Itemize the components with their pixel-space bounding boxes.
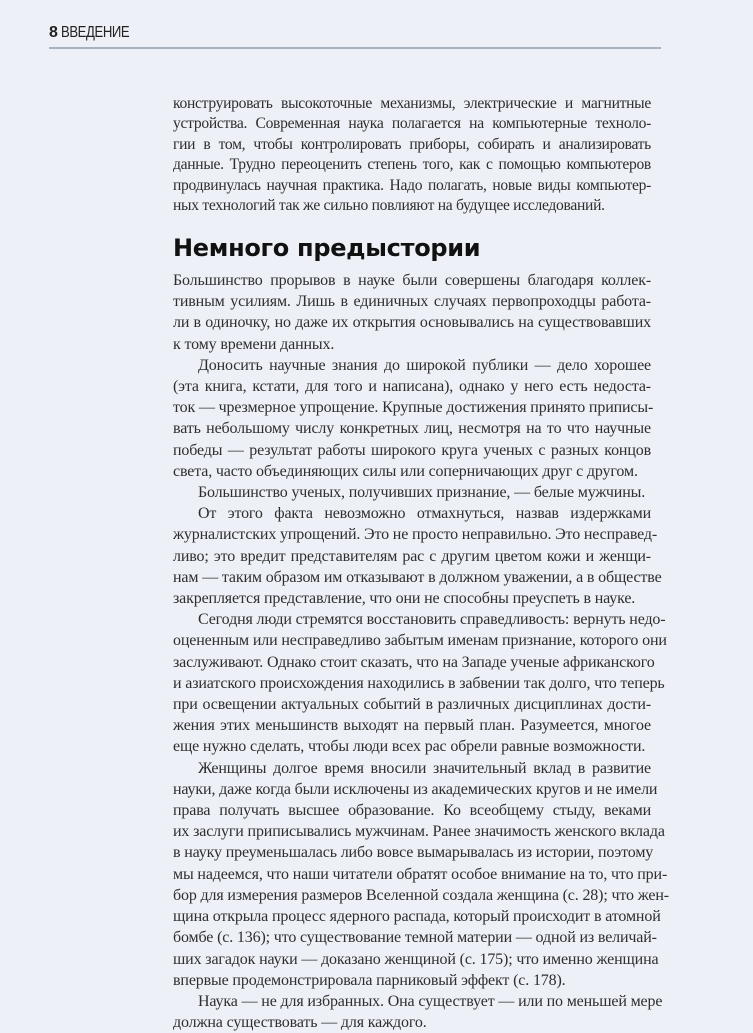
text-line: вать небольшому числу конкретных лиц, несмотря на то что научные xyxy=(173,420,651,438)
text-line: Сегодня люди стремятся восстановить справедливость: вернуть недо- xyxy=(198,611,666,629)
text-line: тивным усилиям. Лишь в единичных случаях первопроходцы работа- xyxy=(173,293,651,311)
text-line: ли в одиночку, но даже их открытия основывались на существовавших xyxy=(173,314,651,332)
text-line: заслуживают. Однако стоит сказать, что на Западе ученые африканского xyxy=(173,653,655,671)
text-line: ных технологий так же сильно повлияют на будущее исследований. xyxy=(173,197,605,215)
text-line: в науку преуменьшалась либо вовсе вымарывалась из истории, поэтому xyxy=(173,844,654,862)
text-line: данные. Трудно переоценить степень того, как с помощью компьютеров xyxy=(173,156,651,174)
text-line: ших загадок науки — доказано женщиной (с. 175); что именно женщина xyxy=(173,950,659,968)
page-number: 8 xyxy=(49,24,58,41)
text-line: света, часто объединяющих силы или соперничающих друг с другом. xyxy=(173,462,638,480)
text-line: Женщины долгое время вносили значительный вклад в развитие xyxy=(198,759,651,777)
text-line: ливо; это вредит представителям рас с другим цветом кожи и женщи- xyxy=(173,547,651,565)
paragraph xyxy=(173,991,663,1033)
text-line: оцененным или несправедливо забытым именам признание, которого они xyxy=(173,632,667,650)
paragraph xyxy=(173,482,651,503)
text-line: бор для измерения размеров Вселенной создала женщина (с. 28); что жен- xyxy=(173,886,669,904)
text-line: ток — чрезмерное упрощение. Крупные достижения принято приписы- xyxy=(173,399,654,417)
text-line: (эта книга, кстати, для того и написана), однако у него есть недоста- xyxy=(173,378,651,396)
paragraph xyxy=(173,355,654,482)
text-line: гии в том, чтобы контролировать приборы, собирать и анализировать xyxy=(173,135,651,153)
text-line: журналистских упрощений. Это не просто неправильно. Это несправед- xyxy=(173,526,658,544)
text-line: жения этих меньшинств выходят на первый план. Разумеется, многое xyxy=(173,717,651,735)
section-body xyxy=(173,270,669,1033)
text-line: устройства. Современная наука полагается на компьютерные техноло- xyxy=(173,115,651,133)
text-line: бомбе (с. 136); что существование темной материи — одной из величай- xyxy=(173,929,657,947)
text-line: От этого факта невозможно отмахнуться, назвав издержками xyxy=(198,505,651,523)
paragraph xyxy=(173,758,669,991)
text-line: и азиатского происхождения находились в забвении так долго, что теперь xyxy=(173,674,665,692)
text-line: впервые продемонстрировала парниковый эффект (с. 178). xyxy=(173,971,566,989)
paragraph xyxy=(173,609,667,757)
text-line: продвинулась научная практика. Надо полагать, новые виды компьютер- xyxy=(173,176,651,194)
text-line: еще нужно сделать, чтобы люди всех рас обрели равные возможности. xyxy=(173,738,646,756)
text-line: их заслуги приписывались мужчинам. Ранее значимость женского вклада xyxy=(173,823,665,841)
chapter-title: ВВЕДЕНИЕ xyxy=(61,24,130,41)
text-line: конструировать высокоточные механизмы, электрические и магнитные xyxy=(173,95,651,112)
text-line: права получать высшее образование. Ко всеобщему стыду, веками xyxy=(173,802,651,820)
text-line: должна существовать — для каждого. xyxy=(173,1014,427,1032)
running-header xyxy=(49,24,145,42)
text-line: науки, даже когда были исключены из академических кругов и не имели xyxy=(173,780,658,798)
text-line: закрепляется представление, что они не способны преуспеть в науке. xyxy=(173,590,636,608)
intro-paragraph xyxy=(173,94,651,216)
section-heading: Немного предыстории xyxy=(173,234,481,262)
text-line: к тому времени данных. xyxy=(173,335,335,353)
paragraph xyxy=(173,503,662,609)
text-line: Большинство прорывов в науке были совершены благодаря коллек- xyxy=(173,272,651,289)
text-line: мы надеемся, что наши читатели обратят особое внимание на то, что при- xyxy=(173,865,668,883)
text-line: нам — таким образом им отказывают в должном уважении, а в обществе xyxy=(173,568,662,586)
text-line: победы — результат работы широкого круга ученых с разных концов xyxy=(173,441,651,459)
text-line: Большинство ученых, получивших признание, — белые мужчины. xyxy=(198,484,646,502)
text-line: Наука — не для избранных. Она существует — или по меньшей мере xyxy=(198,992,663,1010)
text-line: при освещении актуальных событий в различных дисциплинах дости- xyxy=(173,696,651,714)
header-rule xyxy=(49,47,661,49)
paragraph xyxy=(173,270,651,355)
text-line: Доносить научные знания до широкой публики — дело хорошее xyxy=(198,356,651,374)
text-line: щина открыла процесс ядерного распада, который происходит в атомной xyxy=(173,908,661,926)
